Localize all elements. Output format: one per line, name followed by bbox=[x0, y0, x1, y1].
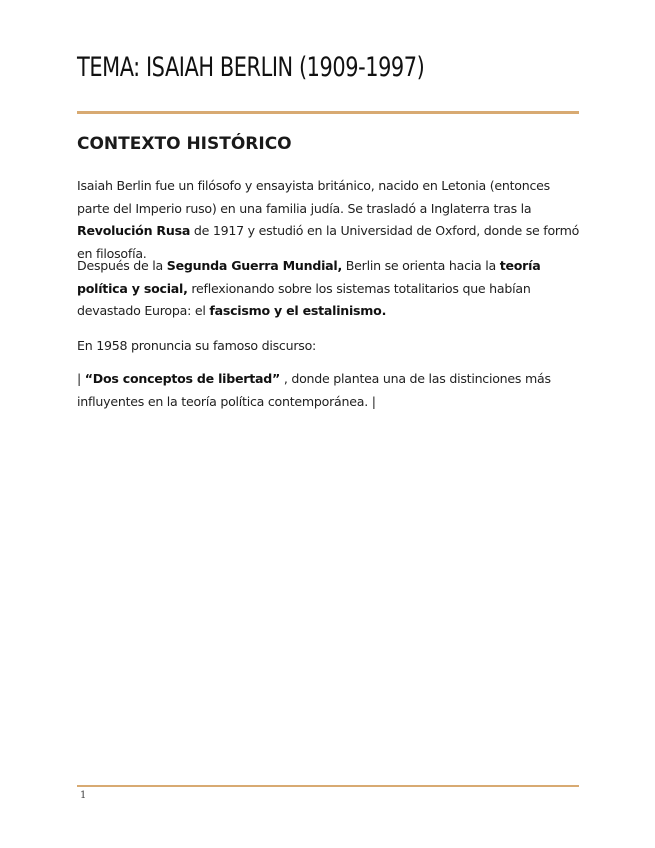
paragraph-text: Después de la bbox=[77, 258, 167, 273]
bold-term-teoria-politica: teoría política y social, bbox=[77, 258, 541, 296]
paragraph-origins bbox=[77, 175, 582, 265]
paragraph-text: , donde plantea una de las distinciones más influyentes en la teoría política contemporánea. | bbox=[77, 371, 551, 409]
bold-term-revolucion-rusa: Revolución Rusa bbox=[77, 223, 191, 238]
document-title: TEMA: ISAIAH BERLIN (1909-1997) bbox=[77, 52, 425, 83]
paragraph-text: Isaiah Berlin fue un filósofo y ensayista británico, nacido en Letonia (entonces parte del Imperio ruso) en una familia judía. Se trasladó a Inglaterra tras la bbox=[77, 178, 550, 216]
paragraph-postwar bbox=[77, 255, 582, 323]
page-number: 1 bbox=[80, 790, 87, 801]
bold-term-dos-conceptos: “Dos conceptos de libertad” bbox=[84, 371, 281, 386]
footer-divider bbox=[77, 785, 579, 787]
paragraph-text: Berlin se orienta hacia la bbox=[342, 258, 500, 273]
paragraph-discurso-intro: En 1958 pronuncia su famoso discurso: bbox=[77, 338, 317, 353]
title-divider bbox=[77, 111, 579, 114]
quote-bar-open: | bbox=[77, 371, 85, 386]
bold-term-totalitarismos: fascismo y el estalinismo. bbox=[209, 303, 387, 318]
paragraph-text: reflexionando sobre los sistemas totalitarios que habían devastado Europa: el bbox=[77, 280, 531, 318]
paragraph-quote bbox=[77, 368, 582, 413]
section-heading: CONTEXTO HISTÓRICO bbox=[77, 134, 292, 154]
paragraph-text: de 1917 y estudió en la Universidad de Oxford, donde se formó en filosofía. bbox=[77, 223, 580, 261]
bold-term-segunda-guerra: Segunda Guerra Mundial, bbox=[166, 258, 343, 273]
